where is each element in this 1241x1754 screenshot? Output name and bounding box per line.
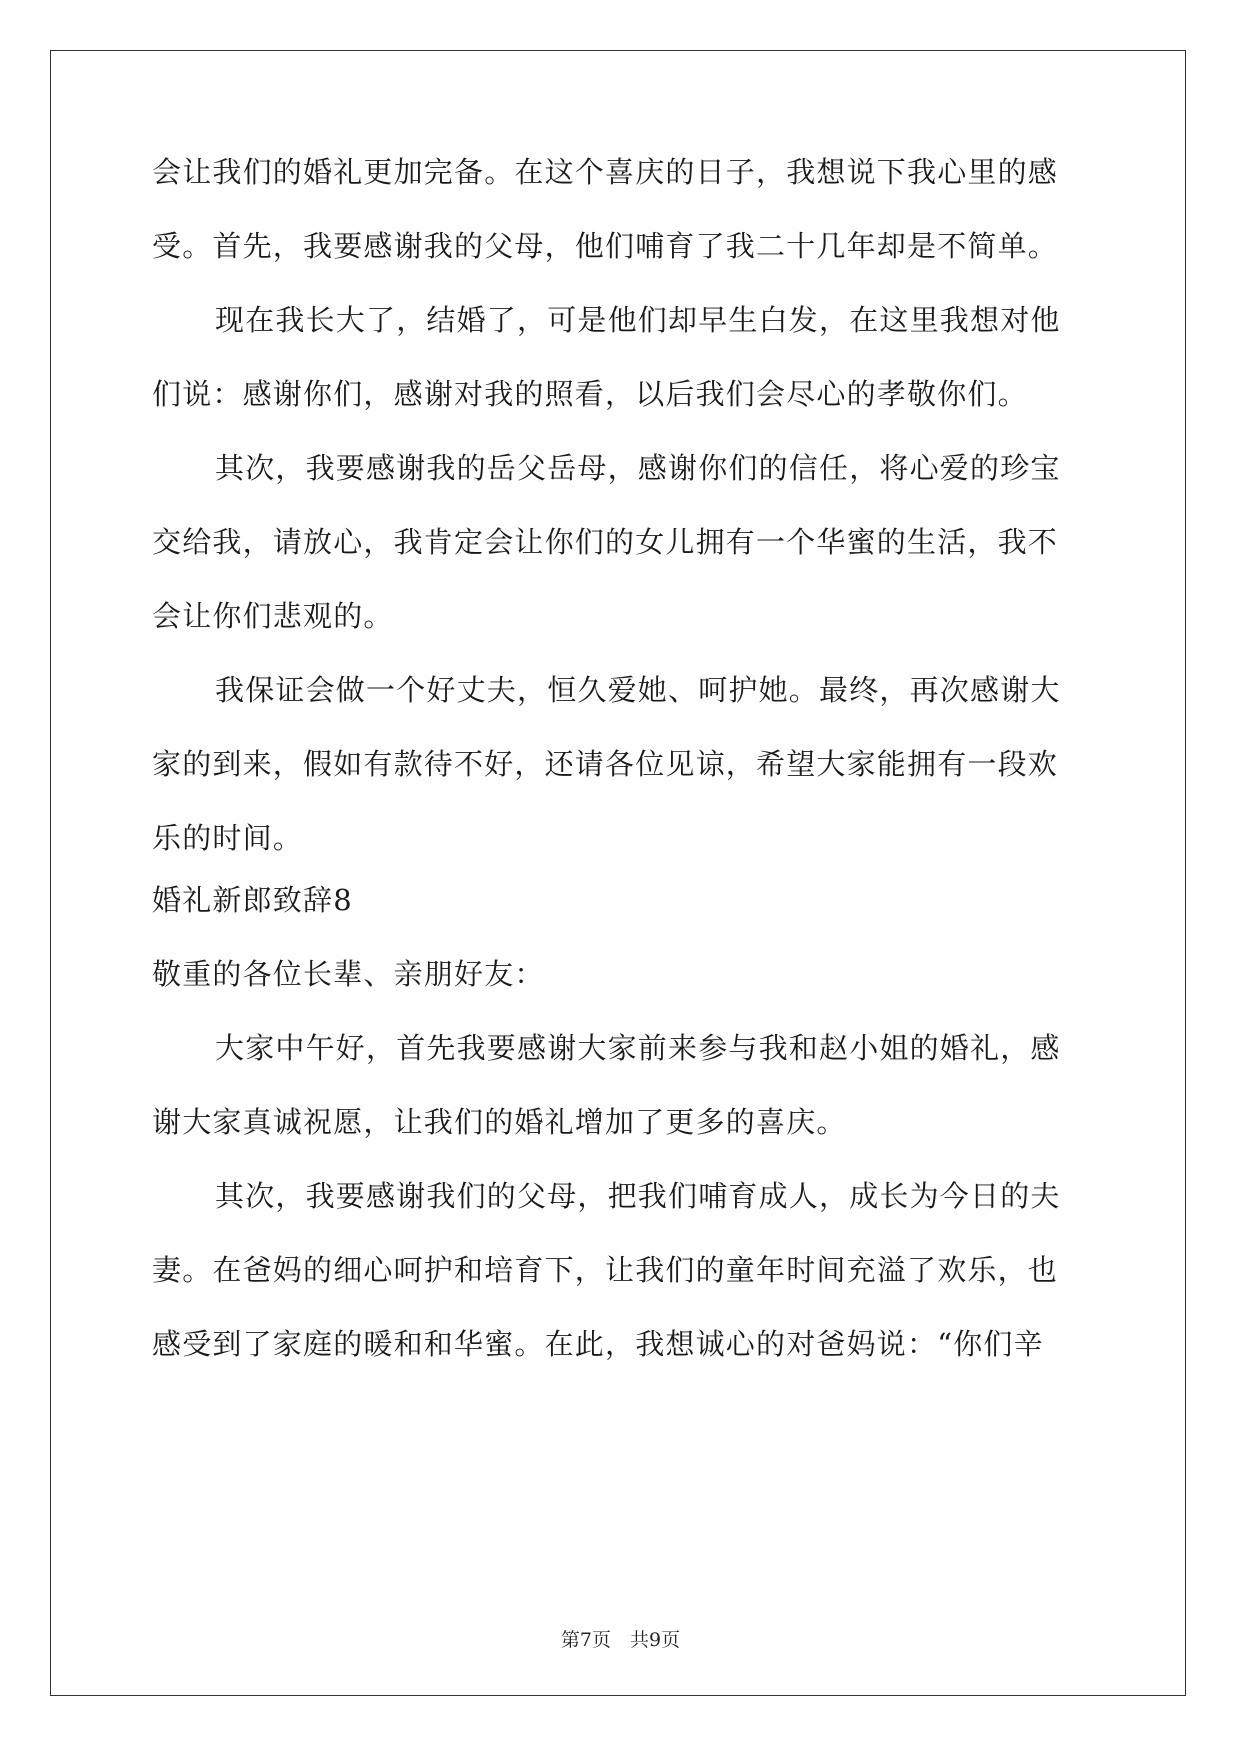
body-text-line: 会让我们的婚礼更加完备。在这个喜庆的日子，我想说下我心里的感: [152, 155, 1059, 189]
body-text-line: 乐的时间。: [152, 821, 304, 855]
body-text-line: 大家中午好，首先我要感谢大家前来参与我和赵小姐的婚礼，感: [215, 1031, 1061, 1065]
body-text-line: 谢大家真诚祝愿，让我们的婚礼增加了更多的喜庆。: [152, 1105, 847, 1139]
body-text-line: 家的到来，假如有款待不好，还请各位见谅，希望大家能拥有一段欢: [152, 747, 1059, 781]
body-text-line: 我保证会做一个好丈夫，恒久爱她、呵护她。最终，再次感谢大: [215, 673, 1061, 707]
body-text-line: 受。首先，我要感谢我的父母，他们哺育了我二十几年却是不简单。: [152, 229, 1059, 263]
salutation-line: 敬重的各位长辈、亲朋好友：: [152, 957, 545, 991]
page-border: [50, 50, 1186, 1696]
body-text-line: 其次，我要感谢我的岳父岳母，感谢你们的信任，将心爱的珍宝: [215, 451, 1061, 485]
body-text-line: 们说：感谢你们，感谢对我的照看，以后我们会尽心的孝敬你们。: [152, 377, 1028, 411]
page-number-footer: 第7页 共9页: [560, 1629, 681, 1651]
body-text-line: 其次，我要感谢我们的父母，把我们哺育成人，成长为今日的夫: [215, 1179, 1061, 1213]
body-text-line: 妻。在爸妈的细心呵护和培育下，让我们的童年时间充溢了欢乐，也: [152, 1253, 1059, 1287]
section-heading: 婚礼新郎致辞8: [152, 883, 353, 917]
body-text-line: 交给我，请放心，我肯定会让你们的女儿拥有一个华蜜的生活，我不: [152, 525, 1059, 559]
body-text-line: 感受到了家庭的暖和和华蜜。在此，我想诚心的对爸妈说：“你们辛: [152, 1327, 1044, 1361]
body-text-line: 会让你们悲观的。: [152, 599, 394, 633]
body-text-line: 现在我长大了，结婚了，可是他们却早生白发，在这里我想对他: [215, 303, 1061, 337]
